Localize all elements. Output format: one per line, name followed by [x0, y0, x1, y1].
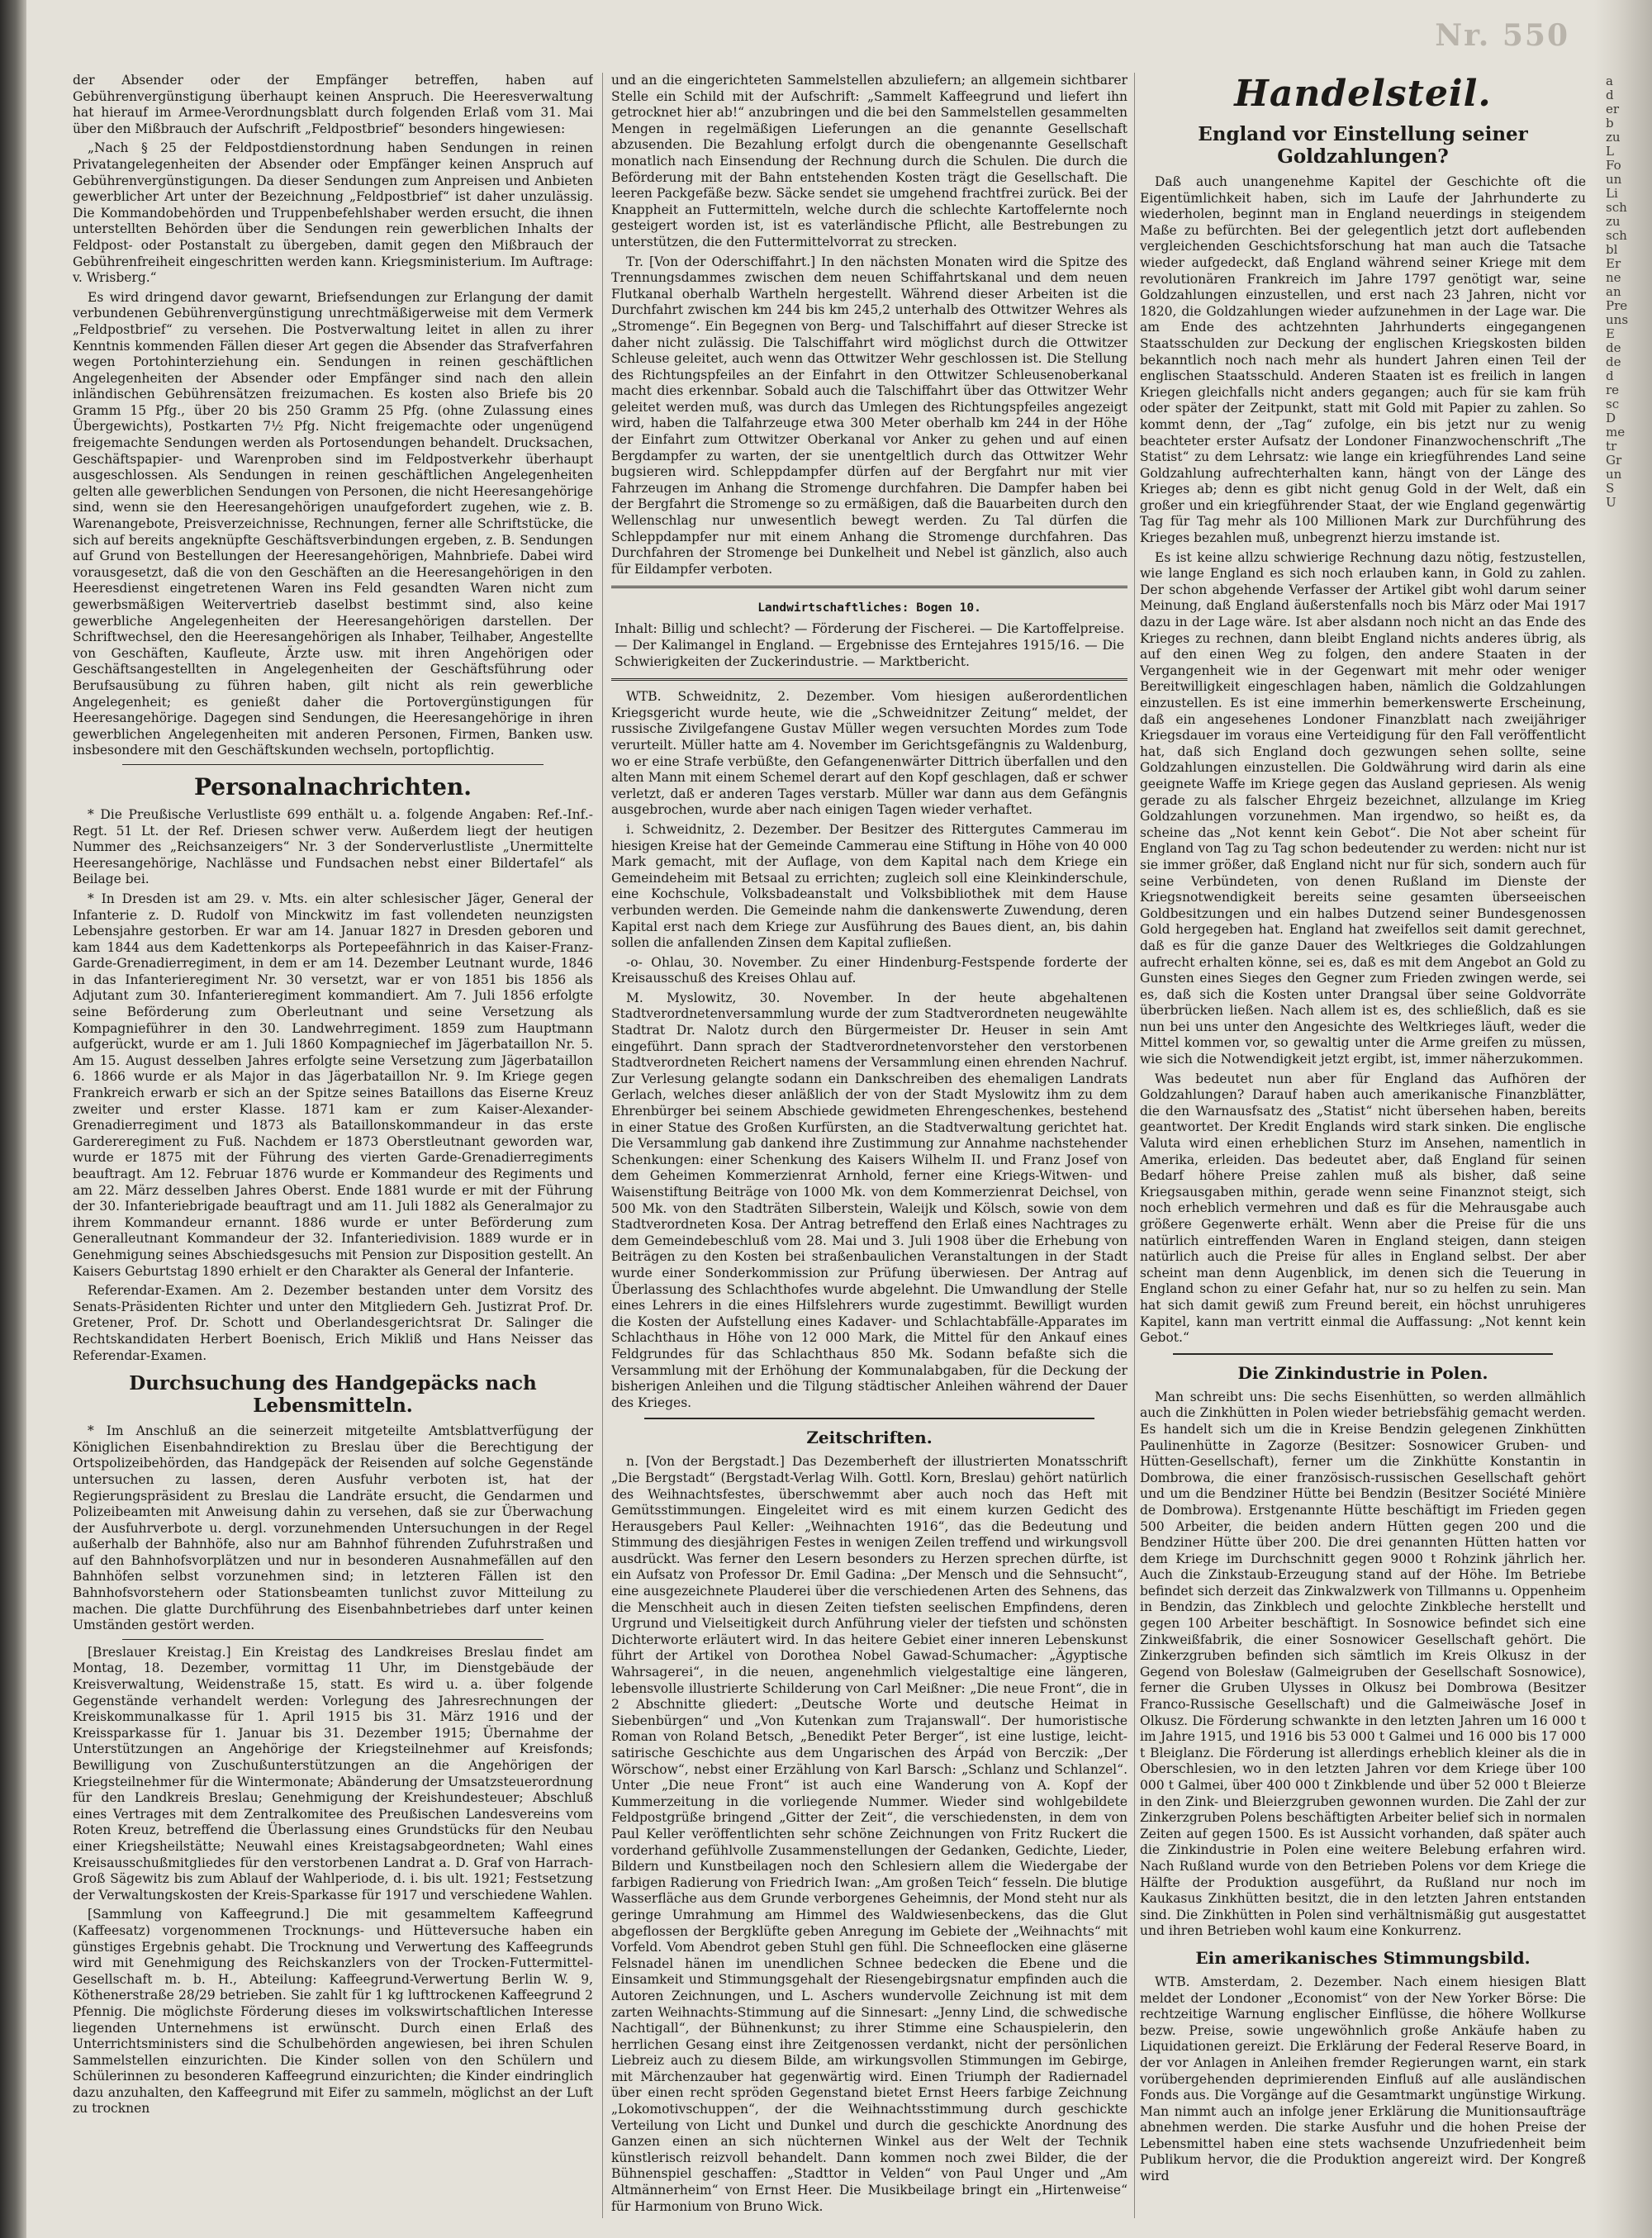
article-paragraph: -o- Ohlau, 30. November. Zu einer Hindenburg-Festspende forderte der Kreisausschuß des Kreises Ohlau auf.: [611, 954, 1127, 986]
column-right: [1140, 73, 1586, 2218]
article-paragraph: Was bedeutet nun aber für England das Aufhören der Goldzahlungen? Darauf haben auch amerikanische Finanzblätter, die den Warnausfsatz des „Statist“ nicht übersehen haben, bereits geantwortet. Der Kredit Englands wird stark sinken. Die englische Valuta wird einen erheblichen Sturz im Ansehen, namentlich in Amerika, erleiden. Das bedeutet aber, daß England für seinen Bedarf höhere Preise zahlen muß als bisher, daß seine Kriegsausgaben mithin, gerade wenn seine Finanznot steigt, sich noch erheblich vermehren und daß es für die Mehrausgabe auch größere Gegenwerte erhält. Wenn aber die Preise für die uns natürlich eintreffenden Waren in England steigen, dann steigen natürlich auch die Preise für alles in England selbst. Der aber scheint man denn Augenblick, im denen sich die Teuerung in England schon zu einer Gefahr hat, nur so zu helfen zu sein. Man hat sich damit gewiß zum Freund bereit, ein höchst unruhigeres Kapitel, kann man vertritt einmal die Auffassung: „Not kennt kein Gebot.“: [1140, 1071, 1586, 1346]
column-middle: [611, 73, 1127, 2218]
supplement-contents: Inhalt: Billig und schlecht? — Förderung der Fischerei. — Die Kartoffelpreise. — Der Kalimangel in England. — Ergebnisse des Erntejahres 1915/16. — Die Schwierigkeiten der Zuckerindustrie. — Marktbericht.: [615, 621, 1124, 669]
article-headline: England vor Einstellung seiner Goldzahlungen?: [1198, 123, 1528, 168]
supplement-box: [611, 586, 1127, 681]
section-heading: Zeitschriften.: [806, 1428, 933, 1448]
scan-edge-right: [1594, 0, 1652, 2238]
article-paragraph: Es wird dringend davor gewarnt, Briefsendungen zur Erlangung der damit verbundenen Gebührenvergünstigung unrechtmäßigerweise mit dem Vermerk „Feldpostbrief“ zu versehen. Die Postverwaltung leitet in allen zu ihrer Kenntnis kommenden Fällen dieser Art gegen die Absender das Strafverfahren wegen Portohinterziehung ein. Sendungen in reinen geschäftlichen Angelegenheiten der Absender oder Empfänger sind nach den allein inländischen Gebührensätzen freizumachen. Es kosten also Briefe bis 20 Gramm 15 Pfg., über 20 bis 250 Gramm 25 Pfg. (ohne Zulassung eines Übergewichts), Postkarten 7½ Pfg. Nicht freigemachte oder ungenügend freigemachte Sendungen werden als Portosendungen behandelt. Drucksachen, Geschäftspapier- und Warenproben sind im Feldpostverkehr überhaupt ausgeschlossen. Als Sendungen in reinen geschäftlichen Angelegenheiten gelten alle gewerblichen Sendungen von Personen, die nicht Heeresangehörige sind, wenn sie den Heeresangehörigen unaufgefordert zugehen, wie z. B. Warenangebote, Preisverzeichnisse, Rechnungen, ferner alle Schriftstücke, die sich auf bereits angeknüpfte Geschäftsverbindungen ergeben, z. B. Sendungen auf Grund von Bestellungen der Heeresangehörigen, Mahnbriefe. Dabei wird vorausgesetzt, daß die von den Geschäften an die Heeresangehörigen in den Heeresdienst eingetretenen Waren ins Feld gesandten Waren nicht zum gewerbsmäßigen Weitervertrieb daselbst bestimmt sind, also keine gewerbliche Angelegenheiten der Heeresangehörigen darstellen. Der Schriftwechsel, den die Heeresangehörigen als Inhaber, Teilhaber, Angestellte von Geschäften, Kaufleute, Ärzte usw. mit ihren Angehörigen oder Geschäftsangestellten in Angelegenheiten der Geschäftsführung oder Berufsausübung zu führen haben, gilt nicht als rein gewerbliche Angelegenheit; es genießt daher die Portovergünstigungen für Heeresangehörige. Dagegen sind Sendungen, die Heeresangehörige in ihren gewerblichen Angelegenheiten mit anderen Personen, Firmen, Banken usw. insbesondere mit den Geschäftskunden wechseln, portopflichtig.: [73, 289, 593, 758]
section-heading: Personalnachrichten.: [194, 772, 472, 801]
article-headline: Die Zinkindustrie in Polen.: [1237, 1362, 1488, 1383]
column-left: [73, 73, 593, 2218]
article-paragraph: Man schreibt uns: Die sechs Eisenhütten, so werden allmählich auch die Zinkhütten in Polen wieder betriebsfähig gemacht werden. Es handelt sich um die in Kreise Bendzin gelegenen Zinkhütten Paulinenhütte in Zagorze (Besitzer: Sosnowicer Gruben- und Hütten-Gesellschaft), ferner um die Zinkhütte Konstantin in Dombrowa, die einer französisch-russischen Gesellschaft gehört und um die Bendziner Hütte bei Bendzin (Besitzer Société Minière de Dombrowa). Erstgenannte Hütte beschäftigt im Frieden gegen 500 Arbeiter, die beiden andern Hütten gegen 200 und die Bendziner Hütte über 200. Die drei genannten Hütten hatten vor dem Kriege im Durchschnitt gegen 9000 t Rohzink jährlich her. Auch die Zinkstaub-Erzeugung stand auf der Höhe. Im Betriebe befindet sich derzeit das Zinkwalzwerk von Tillmanns u. Oppenheim in Bendzin, das Zinkblech und gelochte Zinkbleche herstellt und gegen 100 Arbeiter beschäftigt. In Sosnowice befindet sich eine Zinkweißfabrik, die einer Sosnowicer Gesellschaft gehört. Die Zinkerzgruben befinden sich sämtlich im Kreis Olkusz in der Gegend von Bolesław (Galmeigruben der Gesellschaft Sosnowice), ferner die Gruben Ulysses in Olkusz bei Dombrowa (Besitzer Franco-Russische Gesellschaft) und die Galmeiwäsche Josef in Olkusz. Die Förderung schwankte in den letzten Jahren um 16 000 t im Jahre 1915, und 1916 bis 53 000 t Galmei und 16 000 bis 17 000 t Bleiglanz. Die Förderung ist allerdings erheblich kleiner als die in Oberschlesien, wo in den letzten Jahren vor dem Kriege über 100 000 t Galmei, über 400 000 t Zinkblende und über 52 000 t Bleierze in den Zink- und Bleierzgruben gewonnen wurden. Die Zahl der zur Zinkerzgruben Polens beschäftigten Arbeiter belief sich in normalen Zeiten auf gegen 1500. Es ist Aussicht vorhanden, daß später auch die Zinkindustrie in Polen eine weitere Belebung erfahren wird. Nach Rußland wurde von den Betrieben Polens vor dem Kriege die Hälfte der Produktion ausgeführt, da Rußland nur noch im Kaukasus Zinkhütten besitzt, die in den letzten Jahren entstanden sind. Die Zinkhütten in Polen sind verhältnismäßig gut ausgestattet und ihren Betrieben wohl kaum eine Konkurrenz.: [1140, 1389, 1586, 1939]
column-rule: [1134, 73, 1135, 2218]
article-headline: Ein amerikanisches Stimmungsbild.: [1195, 1947, 1531, 1968]
article-paragraph: * In Dresden ist am 29. v. Mts. ein alter schlesischer Jäger, General der Infanterie z. D. Rudolf von Minckwitz im fast vollendeten neunzigsten Lebensjahre gestorben. Er war am 14. Januar 1827 in Dresden geboren und kam 1844 aus dem Kadettenkorps als Portepeefähnrich in das Kaiser-Franz-Garde-Grenadierregiment, in dem er am 14. Dezember Leutnant wurde, 1846 in das Infanterieregiment Nr. 30 versetzt, war er von 1851 bis 1856 als Adjutant zum 30. Infanterieregiment kommandiert. Am 7. Juli 1856 erfolgte seine Beförderung zum Oberleutnant und seine Versetzung als Kompagnieführer in den 30. Landwehrregiment. 1859 zum Hauptmann aufgerückt, wurde er am 1. Juli 1860 Kompagniechef im Jägerbataillon Nr. 5. Am 15. August desselben Jahres erfolgte seine Versetzung zum Jägerbataillon 6. 1866 wurde er als Major in das Jägerbataillon Nr. 9. Im Kriege gegen Frankreich erwarb er sich an der Spitze seines Bataillons das Eiserne Kreuz zweiter und erster Klasse. 1871 kam er zum Kaiser-Alexander-Grenadierregiment und 1873 als Bataillonskommandeur in das erste Gardereregiment zu Fuß. Nachdem er 1873 Oberstleutnant geworden war, wurde er 1875 mit der Führung des vierten Garde-Grenadierregiments beauftragt. Am 12. Februar 1876 wurde er Kommandeur des Regiments und am 22. März desselben Jahres Oberst. Ende 1881 wurde er mit der Führung der 30. Infanteriebrigade beauftragt und am 11. Juli 1882 als Generalmajor zu ihrem Kommandeur ernannt. 1886 wurde er unter Beförderung zum Generalleutnant Kommandeur der 32. Infanteriedivision. 1889 wurde er in Genehmigung seines Abschiedsgesuchs mit Pension zur Disposition gestellt. An Kaisers Geburtstag 1890 erhielt er den Charakter als General der Infanterie.: [73, 891, 593, 1279]
page-number: Nr. 550: [1435, 18, 1569, 53]
article-paragraph: Referendar-Examen. Am 2. Dezember bestanden unter dem Vorsitz des Senats-Präsidenten Richter und unter den Mitgliedern Geh. Justizrat Prof. Dr. Gretener, Prof. Dr. Schott und Oberlandesgerichtsrat Dr. Salinger die Rechtskandidaten Herbert Boenisch, Erich Mikliß und Hans Neisser das Referendar-Examen.: [73, 1283, 593, 1363]
article-paragraph: [Sammlung von Kaffeegrund.] Die mit gesammeltem Kaffeegrund (Kaffeesatz) vorgenommenen Trocknungs- und Hütteversuche haben ein günstiges Ergebnis gehabt. Die Trocknung und Verwertung des Kaffeegrunds wird mit Genehmigung des Reichskanzlers von der Trocken-Futtermittel-Gesellschaft m. b. H., Abteilung: Kaffeegrund-Verwertung Berlin W. 9, Köthenerstraße 28/29 betrieben. Sie zahlt für 1 kg lufttrockenen Kaffeegrund 2 Pfennig. Die möglichste Förderung dieses im volkswirtschaftlichen Interesse liegenden Unternehmens ist erwünscht. Durch einen Erlaß des Unterrichtsministers sind die Schulbehörden angewiesen, bei ihren Schulen Sammelstellen einzurichten. Die Kinder sollen von den Schülern und Schülerinnen zu besonderen Kaffeegrund einzurichten; die Kinder eindringlich dazu anzuhalten, den Kaffeegrund mit Eifer zu sammeln, möglichst an der Luft zu trocknen: [73, 1907, 593, 2117]
article-paragraph: Daß auch unangenehme Kapitel der Geschichte oft die Eigentümlichkeit haben, sich im Laufe der Jahrhunderte zu wiederholen, beginnt man in England neuerdings in steigendem Maße zu befürchten. Bei der gelegentlich jetzt dort auflebenden vergleichenden Geschichtsforschung hat man auch die Tatsache wieder aufgedeckt, daß England während seiner Kriege mit dem revolutionären Frankreich im Jahre 1797 genötigt war, seine Goldzahlungen einzustellen, und erst nach 23 Jahren, nicht vor 1820, die Goldzahlungen wieder aufzunehmen in der Lage war. Die am Ende des achtzehnten Jahrhunderts eingegangenen Staatsschulden zur Deckung der englischen Kriegskosten bilden bekanntlich noch nach mehr als hundert Jahren einen Teil der englischen Staatsschuld. Anderen Staaten ist es freilich in langen Kriegen gleichfalls nicht anders gegangen; auch für sie kam früh oder später der Zeitpunkt, statt mit Gold mit Papier zu zahlen. So kommt denn, der „Tag“ zufolge, ein bis jetzt nur zu wenig beachteter erster Aufsatz der Londoner Finanzwochenschrift „The Statist“ zu dem Lehrsatz: wie lange ein kriegführendes Land seine Goldzahlung aufrechterhalten kann, hängt von der Länge des Krieges ab; denn es gibt nicht genug Gold in der Welt, daß ein großer und ein kriegführender Staat, der wie England gegenwärtig Tag für Tag mehr als 100 Millionen Mark zur Durchführung des Krieges bezahlen muß, unbegrenzt hierzu imstande ist.: [1140, 174, 1586, 546]
divider: [1173, 1353, 1553, 1355]
article-paragraph: M. Myslowitz, 30. November. In der heute abgehaltenen Stadtverordnetenversammlung wurde der zum Stadtverordneten neugewählte Stadtrat Dr. Nalotz durch den Bürgermeister Dr. Heuser in sein Amt eingeführt. Dann sprach der Stadtverordnetenvorsteher den verstorbenen Stadtverordneten Reichert namens der Versammlung einen ehrenden Nachruf. Zur Verlesung gelangte sodann ein Dankschreiben des ehemaligen Landrats Gerlach, welches dieser anläßlich der von der Stadt Myslowitz ihm zu dem Ehrenbürger bei seinem Abschiede gewidmeten Ehrengeschenkes, bestehend in einer Statue des Großen Kurfürsten, an die Stadtverwaltung gerichtet hat. Die Versammlung gab dankend ihre Zustimmung zur Annahme nachstehender Schenkungen: einer Schenkung des Kaisers Wilhelm II. und Franz Josef von dem Geheimen Kommerzienrat Arnhold, ferner eine Kriegs-Witwen- und Waisenstiftung Beiträge von 1000 Mk. von dem Kommerzienrat Deichsel, von 500 Mk. von den Stadträten Silberstein, Waleijk und Kölsch, sowie von dem Stadtverordneten Kosa. Der Antrag betreffend den Erlaß eines Nachtrages zu dem Gemeindebeschluß vom 28. Mai und 3. Juli 1908 über die Erhebung von Beiträgen zu den Kosten bei straßenbaulichen Veranstaltungen in der Stadt wurde einer Sonderkommission zur Prüfung überwiesen. Der Antrag auf Überlassung des Schlachthofes wurde abgelehnt. Die Umwandlung der Stelle eines Lehrers in die eines Hilfslehrers wurde zugestimmt. Bewilligt wurden die Kosten der Aufstellung eines Kadaver- und Schlachtabfälle-Apparates im Schlachthaus in Höhe von 12 000 Mark, die Mittel für den Ankauf eines Feldgrundes für das Schlachthaus 850 Mk. Sodann befaßte sich die Versammlung mit der Erhöhung der Kommunalabgaben, für die Deckung der bisherigen Anleihen und die Tilgung städtischer Anleihen während der Dauer des Krieges.: [611, 990, 1127, 1410]
scan-edge-left: [0, 0, 26, 2238]
article-paragraph: n. [Von der Bergstadt.] Das Dezemberheft der illustrierten Monatsschrift „Die Bergstadt“ (Bergstadt-Verlag Wilh. Gottl. Korn, Breslau) gehört natürlich des Weihnachtsfestes, überschwemmt aber auch noch das Heft mit Gemütsstimmungen. Eingeleitet wird es mit einem kurzen Gedicht des Herausgebers Paul Keller: „Weihnachten 1916“, das die Bedeutung und Stimmung des diesjährigen Festes in wenigen Zeilen treffend und wirkungsvoll ausdrückt. Was ferner den Lesern besonders zu Herzen sprechen dürfte, ist ein Aufsatz von Professor Dr. Emil Gadina: „Der Mensch und die Sehnsucht“, eine ausgezeichnete Plauderei über die verschiedenen Arten des Sehnens, das die Menschheit auch in diesen Zeiten tiefsten seelischen Empfindens, deren Urgrund und Vielseitigkeit durch Anführung vieler der tiefsten und schönsten Dichterworte erläutert wird. In das heitere Gebiet einer inneren Lebenskunst führt der Artikel von Dorothea Nobel Gawad-Schumacher: „Ägyptische Wahrsagerei“, in die neuen, angenehmlich vielgestaltige eine längeren, lebensvolle illustrierte Schilderung von Carl Meißner: „Die neue Front“, die in 2 Abschnitte gliedert: „Deutsche Worte und deutsche Heimat in Siebenbürgen“ und „Von Kutenkan zum Trajanswall“. Der humoristische Roman von Roland Betsch, „Benedikt Peter Berger“, ist eine lustige, leicht-satirische Geschichte aus dem Ungarischen des Árpád von Berczik: „Der Wörschow“, nebst einer Erzählung von Karl Barsch: „Schlanz und Schlanzel“. Unter „Die neue Front“ ist auch eine Wanderung von A. Kopf der Kummerzeitung in die vorliegende Nummer. Wieder sind wohlgebildete Feldpostgrüße bringend „Gitter der Zeit“, die verschiedensten, in dem von Paul Keller veröffentlichten sehr schöne Zeichnungen von Fritz Ruckert die vorderhand gefühlvolle Zusammenstellungen der Gedanken, Gedichte, Lieder, Bildern und Kunstbeilagen noch den Schlesiern allem die Wiedergabe der farbigen Radierung von Friedrich Iwan: „Am großen Teich“ fesseln. Die blutige Wasserfläche aus dem Grunde verborgenes Geheimnis, der Mond steht nur als geringe Umrahmung am Himmel des Waldwiesenbeckens, das die Glut abgeflossen der Bergklüfte geben Anregung im Gebiete der „Weihnachts“ mit Vorfeld. Vom Abendrot geben Stuhl gen fühl. Die Schneeflocken eine gläserne Felsnadel hänen im unendlichen Schnee bedecken die Ebene und die Einsamkeit und Stimmungsgehalt der Riesengebirgsnatur empfinden auch die Autoren Zeichnungen, und L. Aschers wundervolle Zeichnung ist mit dem zarten Weihnachts-Stimmung auf die Sinnesart: „Jenny Lind, die schwedische Nachtigall“, der Bühnenkunst; zu ihrer Stimme eine Schauspielerin, den herrlichen Gesang einst ihre Zeitgenossen verdankt, nicht der persönlichen Liebreiz auch zu diesem Bilde, am wirkungsvollen Stimmungen im Gebirge, mit Märchenzauber hat gegenwärtig wird. Einen Triumph der Radiernadel über einen recht spröden Gegenstand bietet Ernst Heers farbige Zeichnung „Lokomotivschuppen“, der die Weihnachtsstimmung durch geschickte Verteilung von Licht und Dunkel und durch die geschickte Anordnung des Ganzen einen an sich nüchternen Winkel aus der Welt der Technik künstlerisch reizvoll behandelt. Dann kommen noch zwei Bilder, die der Bühnenspiel geschaffen: „Stadttor in Velden“ von Paul Unger und „Am Altmännerheim“ von Ernst Heer. Die Musikbeilage bringt ein „Hirtenweise“ für Harmonium von Bruno Wick.: [611, 1454, 1127, 2214]
article-paragraph: WTB. Amsterdam, 2. Dezember. Nach einem hiesigen Blatt meldet der Londoner „Economist“ von der New Yorker Börse: Die rechtzeitige Warnung englischer Einflüsse, die höhere Wollkurse bezw. Preise, sowie ungewöhnlich große Ankäufe haben zu Liquidationen gereizt. Die Erklärung der Federal Reserve Board, in der vor Anlagen in Anleihen fremder Regierungen warnt, ein stark vorübergehenden deprimierenden Einfluß auf alle ausländischen Fonds aus. Die Vorgänge auf die Gesamtmarkt ungünstige Wirkung. Man nimmt auch an infolge jener Erklärung die Munitionsaufträge abnehmen werden. Die starke Ausfuhr und die hohen Preise der Lebensmittel haben eine stets wachsende Unzufriedenheit beim Publikum hervor, die die Produktion angereizt wird. Der Kongreß wird: [1140, 1974, 1586, 2184]
divider: [644, 1418, 1094, 1419]
article-paragraph: * Die Preußische Verlustliste 699 enthält u. a. folgende Angaben: Ref.-Inf.-Regt. 51 Lt. der Ref. Driesen schwer verw. Außerdem liegt der heutigen Nummer des „Reichsanzeigers“ Nr. 3 der Sonderverlustliste „Unermittelte Heeresangehörige, Nachlässe und Fundsachen nebst einer Bildertafel“ als Beilage bei.: [73, 806, 593, 887]
divider: [122, 1639, 544, 1640]
article-paragraph: i. Schweidnitz, 2. Dezember. Der Besitzer des Rittergutes Cammerau im hiesigen Kreise hat der Gemeinde Cammerau eine Stiftung in Höhe von 40 000 Mark gemacht, mit der Auflage, von dem Kapital nach dem Kriege ein Gemeindeheim mit Betsaal zu errichten; zugleich soll eine Kleinkinderschule, eine Kochschule, Volksbadeanstalt und Volksbibliothek mit dem Hause verbunden werden. Die Gemeinde nahm die dankenswerte Zuwendung, deren Kapital erst nach dem Kriege zur Ausführung des Baues dient, an, bis dahin sollen die anfallenden Zinsen dem Kapital zufließen.: [611, 821, 1127, 951]
adjacent-page-fragment: a d er b zu L Fo un Li sch zu sch bl Er ne an Pre uns E de de d re sc D me tr Gr un S U: [1606, 74, 1629, 510]
article-paragraph: Tr. [Von der Oderschiffahrt.] In den nächsten Monaten wird die Spitze des Trennungsdammes zwischen dem neuen Schiffahrtskanal und dem neuen Flutkanal oberhalb Wartheln hergestellt. Während dieser Arbeiten ist die Durchfahrt zwischen km 244 bis km 245,2 unterhalb des Ottwitzer Wehres als „Stromenge“. Ein Begegnen von Berg- und Talschiffahrt auf dieser Strecke ist daher nicht zulässig. Die Talschiffahrt wird möglichst durch die Ottwitzer Schleuse geleitet, auch wenn das Ottwitzer Wehr geschlossen ist. Die Stellung des Richtungspfeiles an der Einfahrt in den Ottwitzer Schleusenoberkanal macht dies erkennbar. Sobald auch die Talschiffahrt über das Ottwitzer Wehr geleitet werden muß, was durch das Umlegen des Richtungspfeiles angezeigt wird, haben die Talfahrzeuge etwa 300 Meter oberhalb km 244 in der Höhe der Einfahrt zum Ottwitzer Oberkanal vor Anker zu gehen und auf einen Bergdampfer zu warten, der sie unentgeltlich durch das Ottwitzer Wehr bugsieren wird. Schleppdampfer dürfen auf der Bergfahrt nur mit vier Fahrzeugen im Anhang die Stromenge durchfahren. Die Dampfer haben bei der Bergfahrt die Stromenge so zu ermäßigen, daß die Bauarbeiten durch den Wellenschlag nur unwesentlich bewegt werden. Zu Tal dürfen die Schleppdampfer nur mit einem Anhang die Stromenge durchfahren. Das Durchfahren der Stromenge bei Dunkelheit und Nebel ist gänzlich, also auch für Eildampfer verboten.: [611, 254, 1127, 577]
article-paragraph: * Im Anschluß an die seinerzeit mitgeteilte Amtsblattverfügung der Königlichen Eisenbahndirektion zu Breslau über die Berechtigung der Ortspolizeibehörden, das Handgepäck der Reisenden auf solche Gegenstände untersuchen zu lassen, deren Ausfuhr verboten ist, hat der Regierungspräsident zu Breslau die Landräte ersucht, die Gendarmen und Polizeibeamten mit Anweisung dahin zu versehen, daß sie zur Überwachung der Ausfuhrverbote u. dergl. vorzunehmenden Untersuchungen in der Regel außerhalb der Bahnhöfe, also nur am Bahnhof führenden Zufuhrstraßen und auf den Bahnhofsvorplätzen und nur in besonderen Ausnahmefällen auf den Bahnhöfen selbst vorzunehmen sind; in letzteren Fällen ist den Bahnhofsvorstehern oder Stationsbeamten tunlichst zuvor Mitteilung zu machen. Die glatte Durchführung des Eisenbahnbetriebes darf unter keinen Umständen gestört werden.: [73, 1423, 593, 1633]
article-paragraph: und an die eingerichteten Sammelstellen abzuliefern; an allgemein sichtbarer Stelle ein Schild mit der Aufschrift: „Sammelt Kaffeegrund und liefert ihn getrocknet hier ab!“ anzubringen und die bei den Sammelstellen gesammelten Mengen in regelmäßigen Lieferungen an die genannte Gesellschaft abzusenden. Die Bezahlung erfolgt durch die obengenannte Gesellschaft monatlich nach Einsendung der Rechnung durch die Schulen. Die durch die Beförderung mit der Bahn entstehenden Kosten trägt die Gesellschaft. Die leeren Packgefäße bezw. Säcke sendet sie umgehend frachtfrei zurück. Bei der Knappheit an Futtermitteln, welche durch die schlechte Kartoffelernte noch gesteigert worden ist, ist es vaterländische Pflicht, alle Bestrebungen zu unterstützen, die den Futtermittelvorrat zu strecken.: [611, 73, 1127, 249]
column-rule: [602, 73, 603, 2218]
section-heading: Durchsuchung des Handgepäcks nach Lebensmitteln.: [129, 1372, 537, 1418]
divider: [122, 764, 544, 765]
supplement-title: Landwirtschaftliches: Bogen 10.: [757, 601, 981, 615]
section-masthead: Handelsteil.: [1234, 73, 1492, 115]
article-paragraph: [Breslauer Kreistag.] Ein Kreistag des Landkreises Breslau findet am Montag, 18. Dezember, vormittag 11 Uhr, im Dienstgebäude der Kreisverwaltung, Weidenstraße 15, statt. Es wird u. a. über folgende Gegenstände verhandelt werden: Vorlegung des Jahresrechnungen der Kreiskommunalkasse für 1. April 1915 bis 31. März 1916 und der Kreissparkasse für 1. Januar bis 31. Dezember 1915; Übernahme der Unterstützungen an Angehörige der Kriegsteilnehmer auf Kreisfonds; Bewilligung von Zuschußunterstützungen an die Angehörigen der Kriegsteilnehmer für die Wintermonate; Abänderung der Umsatzsteuerordnung für den Landkreis Breslau; Genehmigung der Kreishundesteuer; Abschluß eines Vertrages mit dem Zentralkomitee des Preußischen Landesvereins vom Roten Kreuz, betreffend die Überlassung eines Grundstücks für den Neubau einer Kriegsheilstätte; Neuwahl eines Kreistagsabgeordneten; Wahl eines Kreisausschußmitgliedes für den verstorbenen Landrat a. D. Graf von Harrach-Groß Sägewitz bis zum Ablauf der Wahlperiode, d. i. bis ult. 1921; Festsetzung der Verwaltungskosten der Kreis-Sparkasse für 1917 und verschiedene Wahlen.: [73, 1644, 593, 1903]
article-paragraph: der Absender oder der Empfänger betreffen, haben auf Gebührenvergünstigung überhaupt keinen Anspruch. Die Heeresverwaltung hat hierauf im Armee-Verordnungsblatt durch folgenden Erlaß vom 31. Mai über den Mißbrauch der Aufschrift „Feldpostbrief“ besonders hingewiesen:: [73, 73, 593, 136]
article-paragraph: „Nach § 25 der Feldpostdienstordnung haben Sendungen in reinen Privatangelegenheiten der Absender oder Empfänger keinen Anspruch auf Gebührenvergünstigungen. Da dieser Sendungen zum Anpreisen und Anbieten gewerblicher Art unter der Bezeichnung „Feldpostbrief“ ist daher unzulässig. Die Kommandobehörden und Truppenbefehlshaber werden ersucht, die ihnen unterstellten Behörden über die Sendungen rein gewerblichen Inhalts der Feldpost- oder Postanstalt zu übergeben, damit gegen den Mißbrauch der Gebührenfreiheit eingeschritten werden kann. Kriegsministerium. Im Auftrage: v. Wrisberg.“: [73, 140, 593, 286]
article-paragraph: WTB. Schweidnitz, 2. Dezember. Vom hiesigen außerordentlichen Kriegsgericht wurde heute, wie die „Schweidnitzer Zeitung“ meldet, der russische Zivilgefangene Gustav Müller wegen versuchten Mordes zum Tode verurteilt. Müller hatte am 4. November im Gerichtsgefängnis zu Waldenburg, wo er eine Strafe verbüßte, den Gefangenenwärter Dittrich überfallen und den alten Mann mit einem Schemel derart auf den Kopf geschlagen, daß er schwer verletzt, daß er anderen Tages verstarb. Müller war dann aus dem Gefängnis ausgebrochen, wurde aber nach einigen Tagen wieder verhaftet.: [611, 689, 1127, 818]
article-paragraph: Es ist keine allzu schwierige Rechnung dazu nötig, festzustellen, wie lange England es sich noch erlauben kann, in Gold zu zahlen. Der schon abgehende Verfasser der Artikel gibt wohl darum seiner Meinung, daß England äußerstenfalls noch bis März oder Mai 1917 dazu in der Lage wäre. Ist aber alsdann noch nicht an das Ende des Krieges zu rechnen, dann bleibt England nichts anderes übrig, als auf den einen Weg zu folgen, den andere Staaten in der Vergangenheit wie in der Gegenwart mit mehr oder weniger Bereitwilligkeit eingeschlagen haben, nämlich die Goldzahlungen einzustellen. Es ist eine immerhin bemerkenswerte Erscheinung, daß ein angesehenes Londoner Finanzblatt nach zweijähriger Kriegsdauer im voraus eine Verteidigung für den Fall veröffentlicht hat, daß sich England doch gezwungen sehen sollte, seine Goldzahlungen einzustellen. Die Goldwährung wird darin als eine geeignete Waffe im Kriege gegen das Ausland gepriesen. Als wenig gerade zu als falscher Ehrgeiz bezeichnet, allzulange im Krieg Goldzahlungen vorzunehmen. Man irgendwo, so heißt es, da scheine das „Not kennt kein Gebot“. Die Not aber scheint für England von Tag zu Tag schon bedeutender zu werden: nicht nur ist sie immer größer, daß England nicht nur für sich, sondern auch für seine Verbündeten, von denen Rußland im Dienste der Kriegsnotwendigkeit bereits seine gesamten überseeischen Goldbesitzungen und ein halbes Dutzend seiner Bundesgenossen Gold hergegeben hat. England hat zweifellos seit damit gerechnet, daß es für die ganze Dauer des Weltkrieges die Goldzahlungen aufrecht erhalten könne, sei es, daß es mit dem Angebot an Gold zu Gunsten eines Sieges den Gegner zum Frieden zwingen werde, sei es, daß sich die Kosten unter Drangsal über seine Goldvorräte überbrücken ließen. Nach allem ist es, des schließlich, daß es sie nun bei uns unter den Angesichte des Weltkrieges läuft, weder die Mittel kommen vor, so gewaltig unter die Arme greifen zu müssen, wie sich die Notwendigkeit jetzt ergibt, ist, immer näherzukommen.: [1140, 549, 1586, 1067]
